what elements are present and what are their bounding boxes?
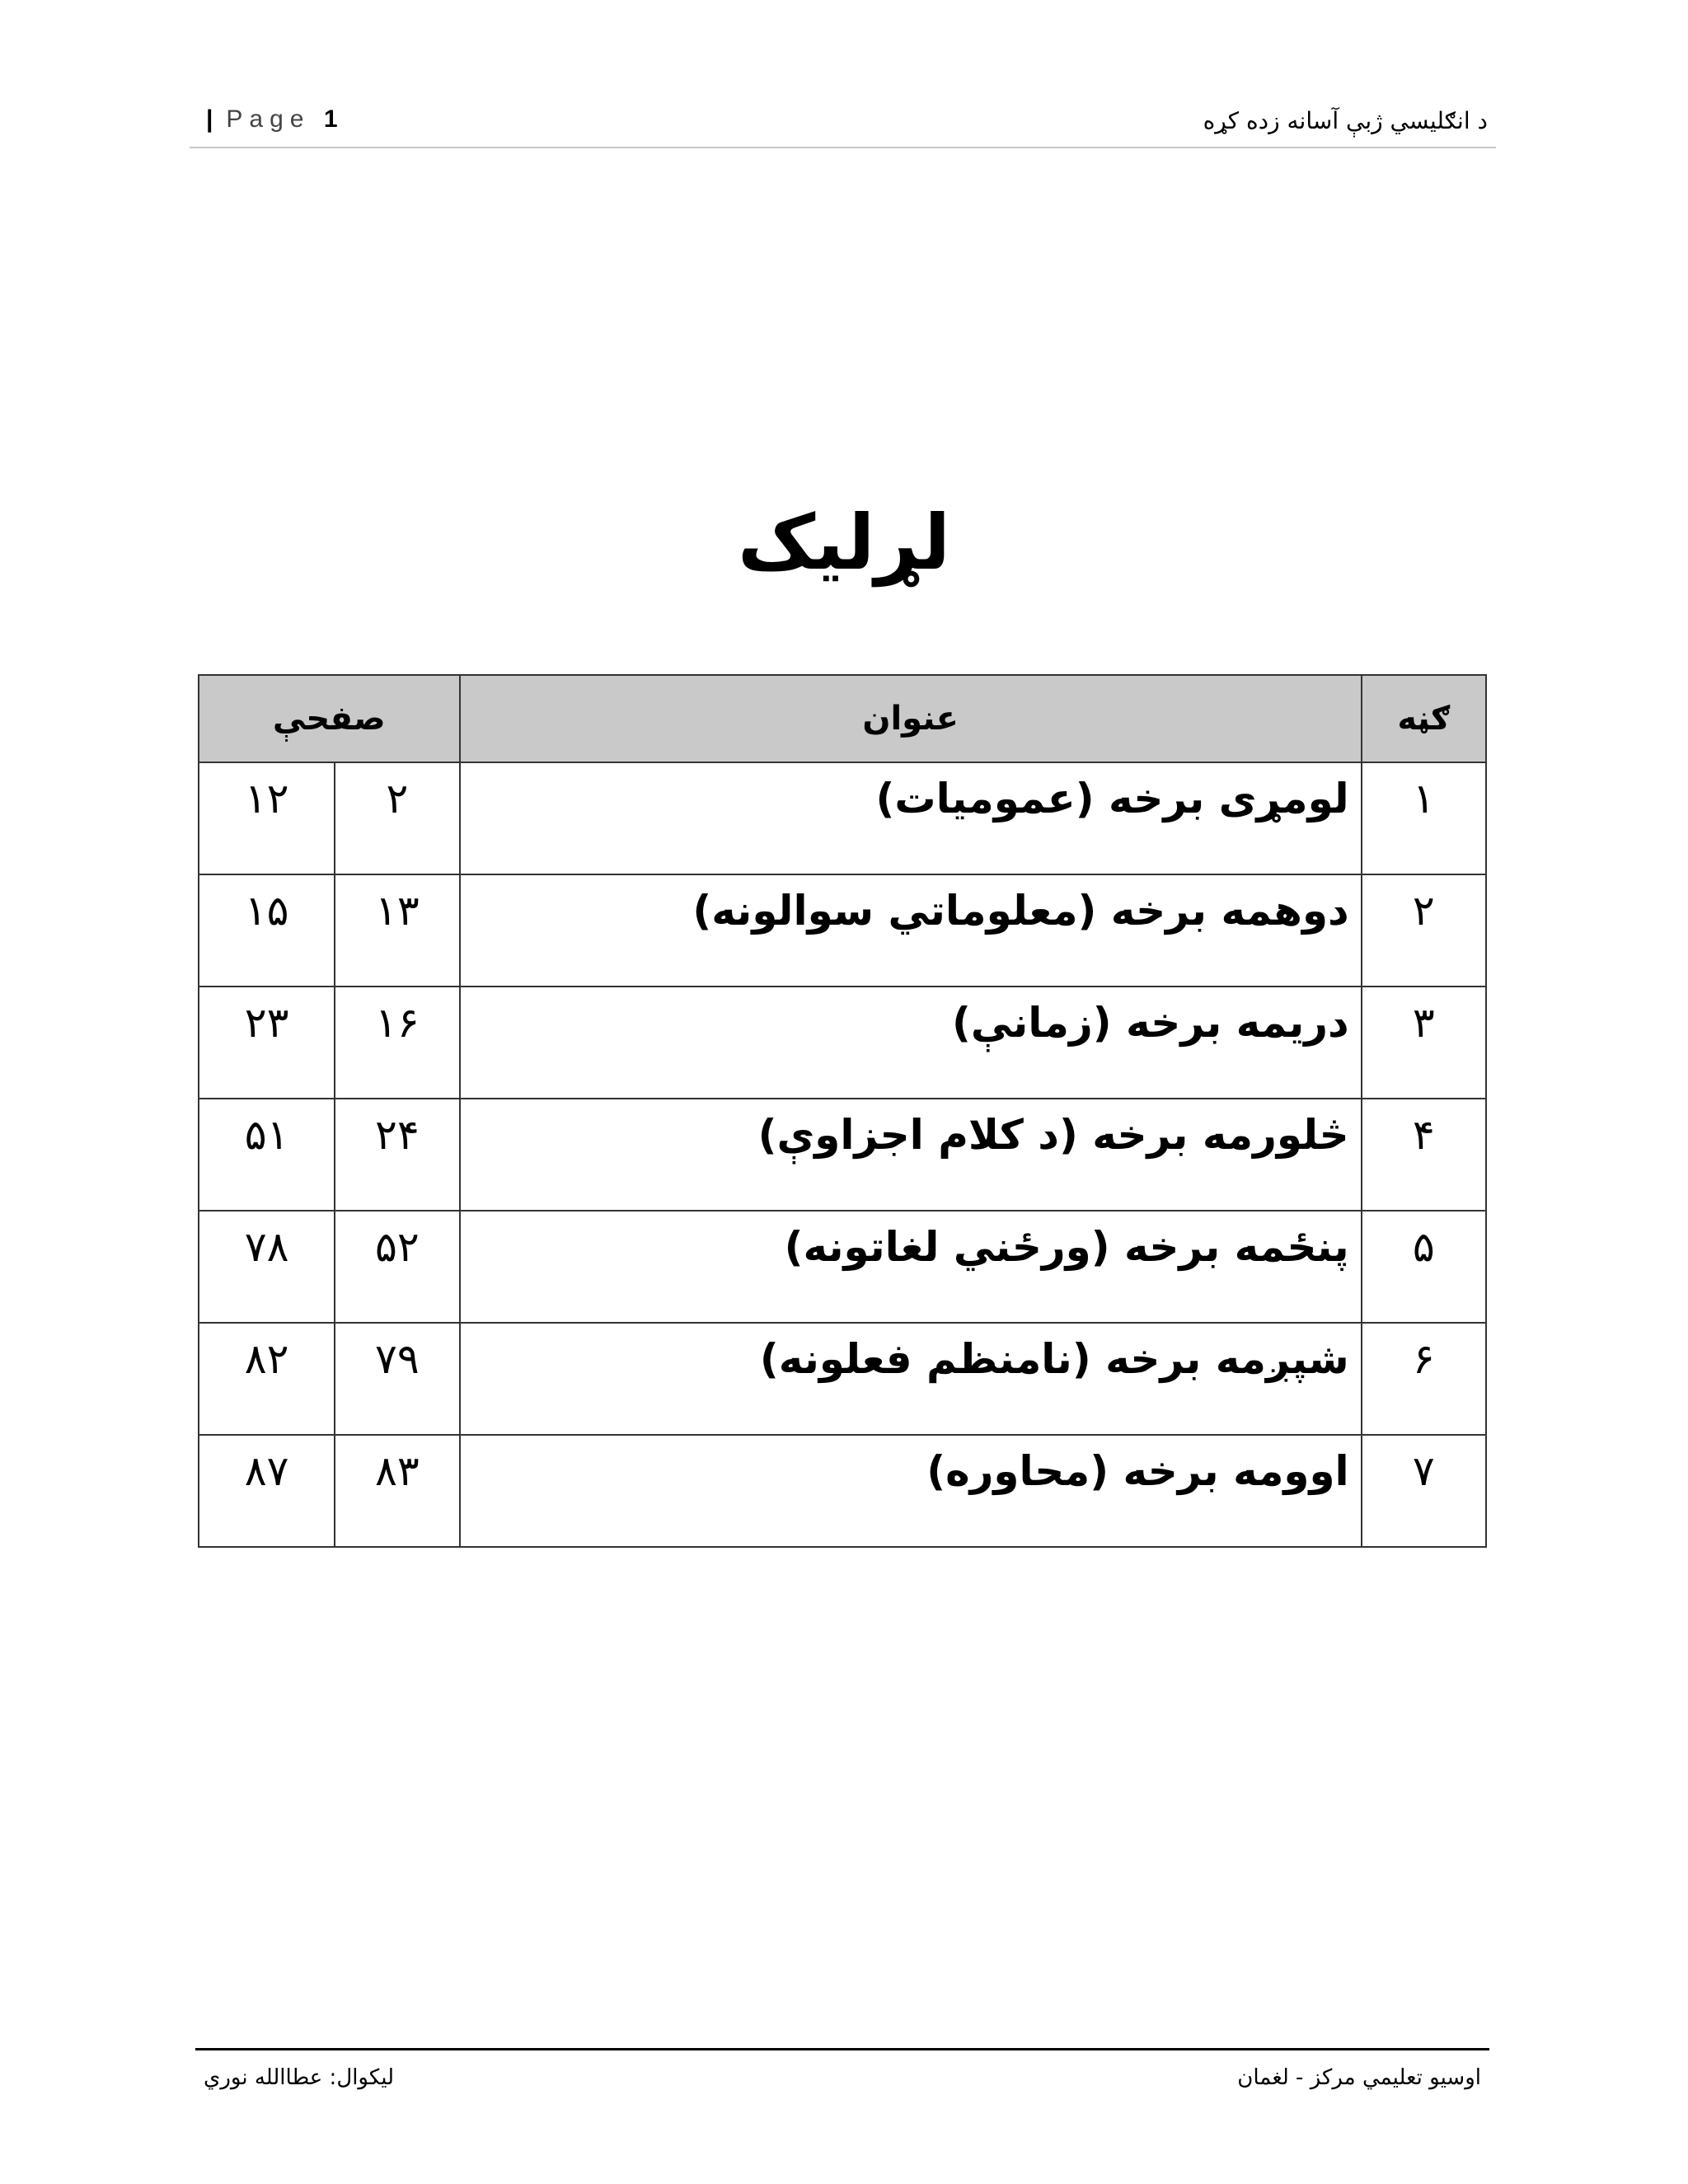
table-row (199, 1323, 1486, 1435)
row-page-from: ۷۹ (335, 1323, 459, 1435)
row-number: ۵ (1362, 1211, 1486, 1323)
row-page-to: ۸۷ (199, 1435, 335, 1547)
table-row (199, 1099, 1486, 1211)
page-title: لړلیک (737, 499, 951, 587)
row-page-to: ۱۵ (199, 874, 335, 987)
table-row (199, 1211, 1486, 1323)
page-header (190, 97, 1496, 148)
header-number: ګڼه (1362, 675, 1486, 762)
row-title: دریمه برخه (زمانې) (460, 987, 1362, 1099)
footer-author: لیکوال: عطاالله نوري (204, 2065, 394, 2090)
row-page-from: ۱۶ (335, 987, 459, 1099)
table-row (199, 987, 1486, 1099)
row-number: ۲ (1362, 874, 1486, 987)
row-title: څلورمه برخه (د کلام اجزاوې) (460, 1099, 1362, 1211)
row-page-from: ۲۴ (335, 1099, 459, 1211)
row-page-to: ۲۳ (199, 987, 335, 1099)
table-of-contents (198, 674, 1487, 1548)
row-page-to: ۱۲ (199, 762, 335, 874)
row-page-to: ۸۲ (199, 1323, 335, 1435)
page-word: Page (226, 105, 311, 133)
row-title: شپږمه برخه (نامنظم فعلونه) (460, 1323, 1362, 1435)
row-title: دوهمه برخه (معلوماتي سوالونه) (460, 874, 1362, 987)
row-number: ۳ (1362, 987, 1486, 1099)
footer-institution: اوسیو تعلیمي مرکز - لغمان (1237, 2065, 1481, 2090)
row-title: اوومه برخه (محاوره) (460, 1435, 1362, 1547)
header-separator: | (206, 105, 220, 133)
row-number: ۷ (1362, 1435, 1486, 1547)
row-number: ۴ (1362, 1099, 1486, 1211)
row-page-from: ۵۲ (335, 1211, 459, 1323)
document-title: د انګلیسي ژبې آسانه زده کړه (1203, 107, 1488, 134)
page-number-label (206, 105, 338, 134)
table-header-row (199, 675, 1486, 762)
table-row (199, 762, 1486, 874)
row-page-to: ۵۱ (199, 1099, 335, 1211)
page-footer (195, 2048, 1489, 2100)
table-row (199, 874, 1486, 987)
row-number: ۶ (1362, 1323, 1486, 1435)
row-page-from: ۱۳ (335, 874, 459, 987)
table-row (199, 1435, 1486, 1547)
row-page-from: ۸۳ (335, 1435, 459, 1547)
row-page-to: ۷۸ (199, 1211, 335, 1323)
row-title: لومړی برخه (عمومیات) (460, 762, 1362, 874)
row-number: ۱ (1362, 762, 1486, 874)
row-page-from: ۲ (335, 762, 459, 874)
row-title: پنځمه برخه (ورځني لغاتونه) (460, 1211, 1362, 1323)
header-pages: صفحې (199, 675, 460, 762)
header-title: عنوان (460, 675, 1362, 762)
page-number: 1 (323, 105, 338, 133)
